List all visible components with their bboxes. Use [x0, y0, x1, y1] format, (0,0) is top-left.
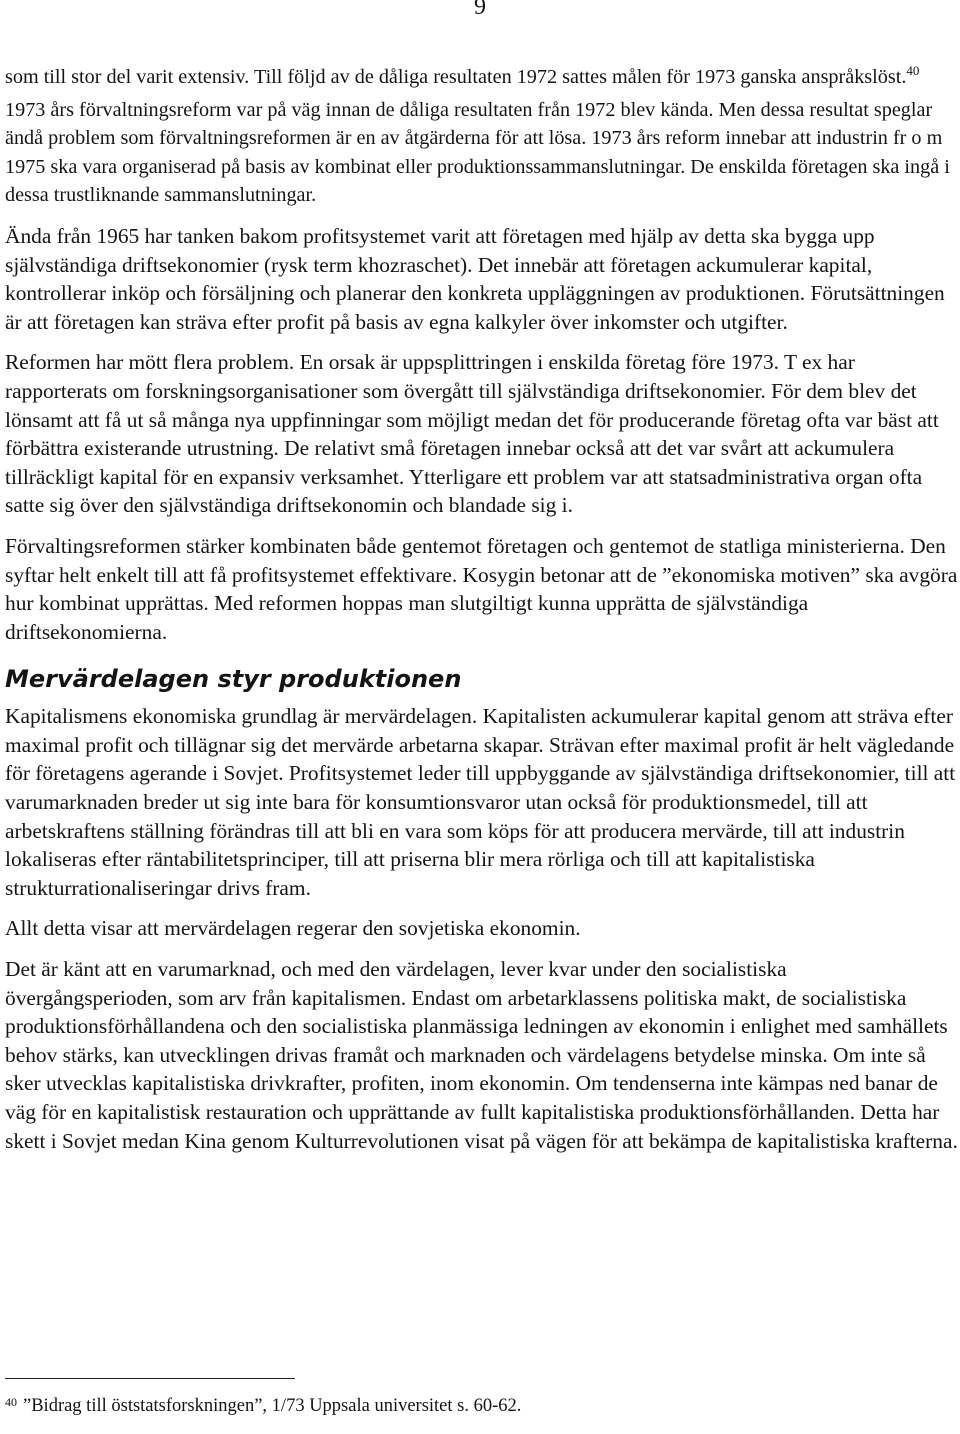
- footnote-divider: [5, 1378, 295, 1379]
- footnote-marker: 40: [5, 1395, 17, 1409]
- paragraph-5: Förvaltingsreformen stärker kombinaten både gentemot företagen och gentemot de statliga ministerierna. Den syftar helt enkelt till att få profitsystemet effektivare. Kosygin betonar att de ”ekonomiska motiven” ska avgöra hur kombinat upprättas. Med reformen hoppas man slutgiltigt kunna upprätta de självständiga driftsekonomierna.: [5, 533, 958, 644]
- footnote: [5, 1394, 521, 1418]
- section-paragraph-3: Det är känt att en varumarknad, och med den värdelagen, lever kvar under den socialistiska övergångsperioden, som arv från kapitalismen. Endast om arbetarklassens politiska makt, de socialistiska produktionsförhållandena och den socialistiska planmässiga ledningen av ekonomin i enlighet med samhällets behov stärks, kan utvecklingen drivas framåt och marknaden och värdelagens betydelse minska. Om inte så sker utvecklas kapitalistiska drivkrafter, profiten, inom ekonomin. Om tendenserna inte kämpas ned banar de väg för en kapitalistisk restauration och upprättande av fullt kapitalistiska produktionsförhållanden. Detta har skett i Sovjet medan Kina genom Kulturrevolutionen visat på vägen för att bekämpa de kapitalistiska krafterna.: [5, 957, 958, 1153]
- page-number: 9: [474, 0, 486, 20]
- paragraph-4: Reformen har mött flera problem. En orsak är uppsplittringen i enskilda företag före 1973. T ex har rapporterats om forskningsorganisationer som övergått till självständiga driftsekonomier. För dem blev det lönsamt att få ut så många nya uppfinningar som möjligt medan det för producerande företag ofta var bäst att förbättra existerande utrustning. De relativt små företagen innebar också att det var svårt att ackumulera tillräckligt kapital för en expansiv verksamhet. Ytterligare ett problem var att statsadministrativa organ ofta satte sig över den självständiga driftsekonomin och blandade sig i.: [5, 350, 939, 518]
- paragraph-3: Ända från 1965 har tanken bakom profitsystemet varit att företagen med hjälp av detta ska bygga upp självständiga driftsekonomier (rysk term khozraschet). Det innebär att företagen ackumulerar kapital, kontrollerar inköp och försäljning och planerar den konkreta uppläggningen av produktionen. Förutsättningen är att företagen kan sträva efter profit på basis av egna kalkyler över inkomster och utgifter.: [5, 223, 945, 334]
- document-body: [5, 63, 959, 1155]
- paragraph-1: [5, 63, 959, 92]
- footnote-reference[interactable]: 40: [906, 63, 920, 78]
- section-heading: Mervärdelagen styr produktionen: [5, 665, 462, 694]
- section-paragraph-1: Kapitalismens ekonomiska grundlag är mervärdelagen. Kapitalisten ackumulerar kapital genom att sträva efter maximal profit och tillägnar sig det mervärde arbetarna skapar. Strävan efter maximal profit är helt vägledande för företagens agerande i Sovjet. Profitsystemet leder till uppbyggande av självständiga driftsekonomier, till att varumarknaden breder ut sig inte bara för konsumtionsvaror utan också för produktionsmedel, till att arbetskraftens ställning förändras till att bli en vara som köps för att producera mervärde, till att industrin lokaliseras efter räntabilitetsprinciper, till att priserna blir mera rörliga och till att kapitalistiska strukturrationaliseringar drivs fram.: [5, 704, 956, 900]
- section-paragraph-2: Allt detta visar att mervärdelagen regerar den sovjetiska ekonomin.: [5, 916, 581, 941]
- paragraph-1-text: som till stor del varit extensiv. Till följd av de dåliga resultaten 1972 sattes målen för 1973 ganska anspråkslöst.: [5, 66, 907, 88]
- footnote-text: ”Bidrag till öststatsforskningen”, 1/73 Uppsala universitet s. 60-62.: [23, 1396, 522, 1416]
- paragraph-2: 1973 års förvaltningsreform var på väg innan de dåliga resultaten från 1972 blev kända. Men dessa resultat speglar ändå problem som förvaltningsreformen är en av åtgärderna för att lösa. 1973 års reform innebar att industrin fr o m 1975 ska vara organiserad på basis av kombinat eller produktionssammanslutningar. De enskilda företagen ska ingå i dessa trustliknande sammanslutningar.: [5, 98, 950, 207]
